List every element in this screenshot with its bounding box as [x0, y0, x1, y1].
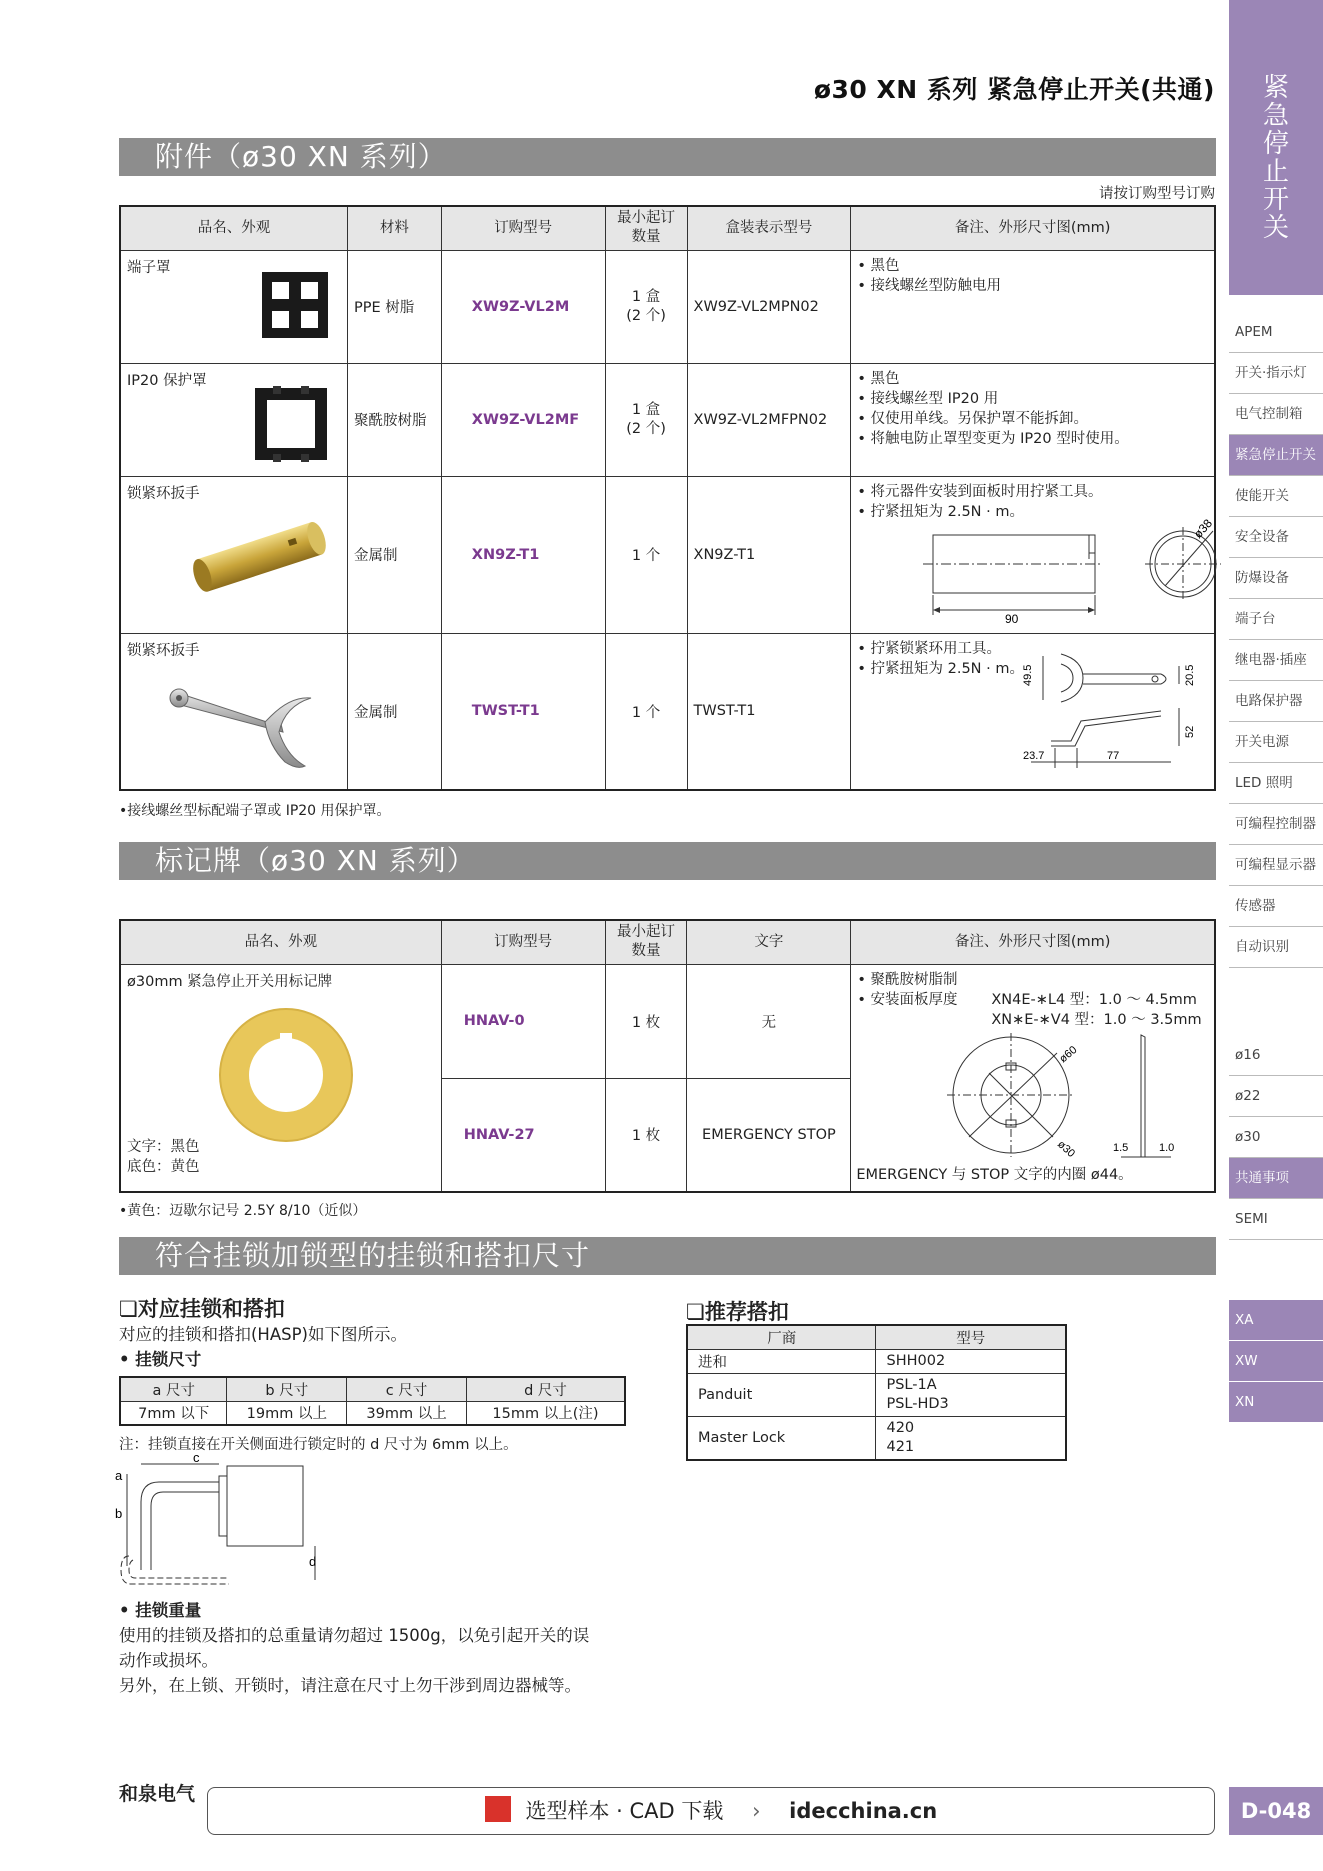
- sidebar-series-list: [1229, 1300, 1323, 1423]
- sidebar-item[interactable]: 端子台: [1229, 599, 1323, 640]
- svg-text:ø38: ø38: [1191, 515, 1216, 541]
- part-number: XW9Z-VL2M: [441, 250, 605, 363]
- col-header: 厂商: [687, 1325, 876, 1349]
- page-number: D-048: [1229, 1787, 1323, 1835]
- hasp-heading: ❏推荐搭扣: [686, 1300, 789, 1324]
- nameplate-colors: [127, 1137, 200, 1177]
- sidebar-item[interactable]: 传感器: [1229, 886, 1323, 927]
- part-number: TWST-T1: [441, 633, 605, 790]
- svg-text:1.5: 1.5: [1113, 1141, 1129, 1154]
- svg-text:77: 77: [1107, 749, 1120, 762]
- col-header: 盒装表示型号: [687, 206, 851, 250]
- sidebar-category-list: [1229, 312, 1323, 968]
- sidebar-item[interactable]: 电气控制箱: [1229, 394, 1323, 435]
- col-header: 最小起订数量: [605, 920, 687, 964]
- svg-text:49.5: 49.5: [1022, 664, 1035, 686]
- sidebar-item[interactable]: XN: [1229, 1382, 1323, 1423]
- col-header: 订购型号: [441, 206, 605, 250]
- wrench-dimension-drawing: [913, 515, 1243, 628]
- box-part-number: XW9Z-VL2MFPN02: [687, 363, 851, 476]
- download-banner[interactable]: [207, 1787, 1215, 1835]
- inner-ring-note: EMERGENCY 与 STOP 文字的内圈 ø44。: [856, 1167, 1133, 1183]
- table-row: [687, 1349, 1066, 1373]
- section-accessories-title: 附件（ø30 XN 系列）: [119, 138, 1216, 176]
- svg-text:90: 90: [1005, 611, 1019, 626]
- note-line: • 拧紧锁紧环用工具。: [857, 640, 1002, 657]
- size-value: 15mm 以上(注): [466, 1401, 625, 1425]
- min-qty: 1 个: [605, 633, 687, 790]
- sidebar-item[interactable]: 继电器·插座: [1229, 640, 1323, 681]
- table-header-row: [120, 920, 1215, 964]
- min-qty: 1 枚: [605, 1078, 687, 1192]
- hasp-maker: Panduit: [687, 1373, 876, 1416]
- product-name: 锁紧环扳手: [127, 485, 200, 502]
- note-line: • 安装面板厚度 XN4E-∗L4 型：1.0 ～ 4.5mm XN∗E-∗V4 型：1.0 ～ 3.5mm: [857, 991, 1202, 1028]
- compat-heading: ❏对应挂锁和搭扣: [119, 1297, 285, 1321]
- col-header: d 尺寸: [466, 1377, 625, 1401]
- note-line: • 仅使用单线。另保护罩不能拆卸。: [857, 410, 1089, 427]
- notes-cell: [851, 964, 1215, 1192]
- compat-text: 对应的挂锁和搭扣(HASP)如下图所示。: [119, 1325, 407, 1344]
- note-line: • 将元器件安装到面板时用拧紧工具。: [857, 483, 1103, 500]
- table-row: [687, 1373, 1066, 1416]
- sidebar-item[interactable]: ø30: [1229, 1117, 1323, 1158]
- sidebar-item[interactable]: 电路保护器: [1229, 681, 1323, 722]
- svg-text:d: d: [309, 1554, 317, 1569]
- svg-text:ø60: ø60: [1057, 1043, 1080, 1065]
- sidebar-item[interactable]: 开关·指示灯: [1229, 353, 1323, 394]
- col-header: b 尺寸: [227, 1377, 347, 1401]
- product-name: 端子罩: [127, 259, 171, 276]
- brass-wrench-image: [187, 505, 337, 605]
- notes-cell: [851, 250, 1215, 363]
- table-header-row: [120, 206, 1215, 250]
- sidebar-heading-text: 紧急停止开关: [1263, 73, 1290, 243]
- part-number: HNAV-27: [441, 1078, 605, 1192]
- material: 金属制: [347, 476, 441, 633]
- table-header-row: [120, 1377, 625, 1401]
- sidebar-item[interactable]: 安全设备: [1229, 517, 1323, 558]
- part-number: HNAV-0: [441, 964, 605, 1078]
- svg-text:ø30: ø30: [1055, 1137, 1078, 1160]
- note-line: • 聚酰胺树脂制: [857, 971, 958, 988]
- sidebar-item[interactable]: 可编程显示器: [1229, 845, 1323, 886]
- box-part-number: XW9Z-VL2MPN02: [687, 250, 851, 363]
- product-name: 锁紧环扳手: [127, 642, 200, 659]
- product-cell: [120, 476, 347, 633]
- box-part-number: XN9Z-T1: [687, 476, 851, 633]
- table-row: [120, 1401, 625, 1425]
- sidebar-item[interactable]: APEM: [1229, 312, 1323, 353]
- col-header: c 尺寸: [347, 1377, 467, 1401]
- sidebar-item[interactable]: XW: [1229, 1341, 1323, 1382]
- hasp-model: PSL-1A PSL-HD3: [876, 1373, 1066, 1416]
- size-value: 39mm 以上: [347, 1401, 467, 1425]
- steel-wrench-image: [161, 672, 331, 782]
- chevron-right-icon: ›: [752, 1799, 761, 1823]
- sidebar-item[interactable]: ø16: [1229, 1035, 1323, 1076]
- min-qty: 1 盒 (2 个): [605, 250, 687, 363]
- sidebar-item[interactable]: ø22: [1229, 1076, 1323, 1117]
- hasp-maker: 进和: [687, 1349, 876, 1373]
- material: 金属制: [347, 633, 441, 790]
- table-row: [120, 633, 1215, 790]
- base-color-label: 底色：黄色: [127, 1158, 200, 1175]
- product-cell: [120, 363, 347, 476]
- col-header: 品名、外观: [120, 206, 347, 250]
- sidebar-item[interactable]: 共通事项: [1229, 1158, 1323, 1199]
- svg-text:1.0: 1.0: [1159, 1141, 1175, 1154]
- product-cell: [120, 633, 347, 790]
- note-line: • 接线螺丝型 IP20 用: [857, 390, 999, 407]
- table-row: [687, 1416, 1066, 1460]
- size-value: 7mm 以下: [120, 1401, 227, 1425]
- nameplate-table: [119, 919, 1216, 1193]
- svg-text:20.5: 20.5: [1184, 664, 1197, 686]
- col-header: 备注、外形尺寸图(mm): [851, 920, 1215, 964]
- note-line: • 拧紧扭矩为 2.5N · m。: [857, 503, 1024, 520]
- table-header-row: [687, 1325, 1066, 1349]
- table-row: [120, 250, 1215, 363]
- note-line: • 黑色: [857, 257, 900, 274]
- site-url-link[interactable]: idecchina.cn: [789, 1799, 938, 1823]
- min-qty: 1 枚: [605, 964, 687, 1078]
- sidebar-item[interactable]: 可编程控制器: [1229, 804, 1323, 845]
- download-label[interactable]: 选型样本 · CAD 下载: [525, 1799, 724, 1823]
- sidebar-item[interactable]: 开关电源: [1229, 722, 1323, 763]
- min-qty: 1 盒 (2 个): [605, 363, 687, 476]
- product-cell: [120, 250, 347, 363]
- material: 聚酰胺树脂: [347, 363, 441, 476]
- size-heading: • 挂锁尺寸: [119, 1350, 202, 1369]
- size-value: 19mm 以上: [227, 1401, 347, 1425]
- col-header: 型号: [876, 1325, 1066, 1349]
- product-name: ø30mm 紧急停止开关用标记牌: [127, 973, 333, 990]
- hasp-model: 420 421: [876, 1416, 1066, 1460]
- accessories-footnote: •接线螺丝型标配端子罩或 IP20 用保护罩。: [119, 803, 391, 819]
- col-header: 文字: [687, 920, 851, 964]
- sidebar-size-list: [1229, 1035, 1323, 1240]
- plate-text: 无: [687, 964, 851, 1078]
- hasp-model: SHH002: [876, 1349, 1066, 1373]
- padlock-diagram: [115, 1450, 339, 1591]
- weight-heading: • 挂锁重量: [119, 1601, 202, 1620]
- col-header: 品名、外观: [120, 920, 441, 964]
- svg-text:b: b: [115, 1506, 123, 1521]
- notes-cell: [851, 476, 1215, 633]
- sidebar-item[interactable]: XA: [1229, 1300, 1323, 1341]
- sidebar-heading: [1229, 0, 1323, 295]
- sidebar-item[interactable]: 使能开关: [1229, 476, 1323, 517]
- sidebar-item[interactable]: 防爆设备: [1229, 558, 1323, 599]
- col-header: 备注、外形尺寸图(mm): [851, 206, 1215, 250]
- section-padlock-title: 符合挂锁加锁型的挂锁和搭扣尺寸: [119, 1237, 1216, 1275]
- part-number: XN9Z-T1: [441, 476, 605, 633]
- notes-cell: [851, 363, 1215, 476]
- nameplate-image: [216, 1005, 356, 1145]
- part-number: XW9Z-VL2MF: [441, 363, 605, 476]
- material: PPE 树脂: [347, 250, 441, 363]
- svg-text:a: a: [115, 1468, 123, 1483]
- hasp-maker: Master Lock: [687, 1416, 876, 1460]
- product-cell: [120, 964, 441, 1192]
- page-title: ø30 XN 系列 紧急停止开关(共通): [813, 75, 1215, 104]
- note-line: • 将触电防止罩型变更为 IP20 型时使用。: [857, 430, 1129, 447]
- min-qty: 1 个: [605, 476, 687, 633]
- col-header: 材料: [347, 206, 441, 250]
- ip20-cover-image: [249, 382, 333, 466]
- col-header: a 尺寸: [120, 1377, 227, 1401]
- nameplate-dimension-drawing: [941, 1033, 1201, 1163]
- sidebar-item[interactable]: SEMI: [1229, 1199, 1323, 1240]
- accessories-table: [119, 205, 1216, 791]
- padlock-size-table: [119, 1376, 626, 1426]
- terminal-cover-image: [255, 265, 335, 345]
- twist-wrench-dimension-drawing: [1021, 646, 1211, 786]
- size-note: 注：挂锁直接在开关侧面进行锁定时的 d 尺寸为 6mm 以上。: [119, 1437, 518, 1453]
- sidebar-item[interactable]: 紧急停止开关: [1229, 435, 1323, 476]
- section-nameplate-title: 标记牌（ø30 XN 系列）: [119, 842, 1216, 880]
- box-part-number: TWST-T1: [687, 633, 851, 790]
- table-row: [120, 363, 1215, 476]
- table-row: [120, 476, 1215, 633]
- plate-text: EMERGENCY STOP: [687, 1078, 851, 1192]
- weight-text: 使用的挂锁及搭扣的总重量请勿超过 1500g，以免引起开关的误 动作或损坏。 另外，在上锁、开锁时，请注意在尺寸上勿干涉到周边器械等。: [119, 1626, 590, 1695]
- table-row: [120, 964, 1215, 1078]
- svg-text:52: 52: [1184, 725, 1197, 738]
- nameplate-footnote: •黄色：迈歇尔记号 2.5Y 8/10（近似）: [119, 1203, 367, 1219]
- note-line: • 黑色: [857, 370, 900, 387]
- hasp-table: [686, 1324, 1067, 1461]
- product-name: IP20 保护罩: [127, 372, 207, 389]
- sidebar-item[interactable]: 自动识别: [1229, 927, 1323, 968]
- download-icon: [485, 1796, 511, 1822]
- order-note: 请按订购型号订购: [1099, 186, 1215, 202]
- col-header: 最小起订数量: [605, 206, 687, 250]
- svg-text:23.7: 23.7: [1023, 749, 1045, 762]
- thickness-values: XN4E-∗L4 型：1.0 ～ 4.5mm XN∗E-∗V4 型：1.0 ～ 3.5mm: [991, 991, 1202, 1028]
- notes-cell: [851, 633, 1215, 790]
- svg-text:c: c: [193, 1450, 200, 1465]
- text-color-label: 文字：黑色: [127, 1138, 200, 1155]
- sidebar-item[interactable]: LED 照明: [1229, 763, 1323, 804]
- note-line: • 拧紧扭矩为 2.5N · m。: [857, 660, 1024, 677]
- note-line: • 接线螺丝型防触电用: [857, 277, 1002, 294]
- category-sidebar: [1229, 0, 1323, 1871]
- company-logo: 和泉电气: [119, 1783, 196, 1805]
- col-header: 订购型号: [441, 920, 605, 964]
